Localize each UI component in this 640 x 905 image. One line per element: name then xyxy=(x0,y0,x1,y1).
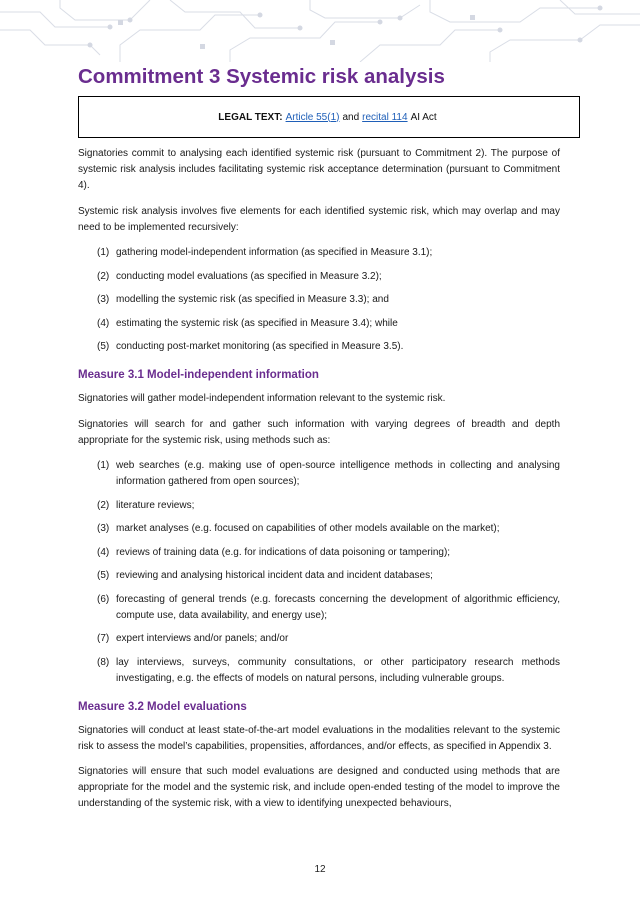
elements-list xyxy=(78,245,560,355)
list-item: (3) modelling the systemic risk (as specified in Measure 3.3); and xyxy=(97,294,389,305)
intro-paragraph-2: Systemic risk analysis involves five elements for each identified systemic risk, which may overlap and may need to be implemented recursively: xyxy=(78,205,560,233)
body-text xyxy=(78,146,560,822)
legal-text-label: LEGAL TEXT: xyxy=(218,111,283,123)
circuit-header-decoration xyxy=(0,0,640,62)
measure-3-1-paragraph-2: Signatories will search for and gather such information with varying degrees of breadth and depth appropriate for the systemic risk, using methods such as: xyxy=(78,418,560,446)
list-item: (1) gathering model-independent information (as specified in Measure 3.1); xyxy=(97,247,433,258)
intro-paragraph-1: Signatories commit to analysing each identified systemic risk (pursuant to Commitment 2). The purpose of systemic risk analysis includes facilitating systemic risk acceptance determination (pursuant to Commitment 4). xyxy=(78,148,560,191)
list-item: (3) market analyses (e.g. focused on capabilities of other models available on the market); xyxy=(97,523,500,534)
page-number: 12 xyxy=(314,864,326,875)
methods-list xyxy=(78,458,560,687)
measure-3-2-heading: Measure 3.2 Model evaluations xyxy=(78,700,247,713)
measure-3-1-heading: Measure 3.1 Model-independent information xyxy=(78,369,319,381)
article-55-link[interactable]: Article 55(1) xyxy=(285,111,340,123)
legal-conjunction: and xyxy=(342,111,360,123)
list-item: (2) conducting model evaluations (as specified in Measure 3.2); xyxy=(97,270,382,282)
recital-114-link[interactable]: recital 114 xyxy=(362,111,408,123)
measure-3-2-paragraph-1: Signatories will conduct at least state-of-the-art model evaluations in the modalities relevant to the systemic risk to assess the model’s capabilities, propensities, affordances, and/or effects, as specified in Appendix 3. xyxy=(78,724,560,752)
legal-text-box xyxy=(78,96,580,138)
list-item: (4) reviews of training data (e.g. for indications of data poisoning or tampering); xyxy=(97,546,451,558)
legal-suffix: AI Act xyxy=(410,111,437,123)
commitment-title: Commitment 3 Systemic risk analysis xyxy=(78,65,445,88)
list-item: (1) web searches (e.g. making use of open-source intelligence methods in collecting and analysing information gathered from open sources); xyxy=(97,460,560,487)
list-item: (7) expert interviews and/or panels; and/or xyxy=(97,633,289,644)
document-page xyxy=(78,64,560,809)
list-item: (6) forecasting of general trends (e.g. forecasts concerning the development of algorithmic efficiency, compute use, data availability, and energy use); xyxy=(97,593,560,621)
measure-3-2-paragraph-2: Signatories will ensure that such model evaluations are designed and conducted using methods that are appropriate for the model and the systemic risk, and include open-ended testing of the model to improve the understanding of the systemic risk, with a view to identifying unexpected behaviours, xyxy=(78,766,560,809)
list-item: (5) reviewing and analysing historical incident data and incident databases; xyxy=(97,570,433,581)
list-item: (5) conducting post-market monitoring (as specified in Measure 3.5). xyxy=(97,341,404,352)
list-item: (4) estimating the systemic risk (as specified in Measure 3.4); while xyxy=(97,317,398,329)
list-item: (2) literature reviews; xyxy=(97,499,195,511)
list-item: (8) lay interviews, surveys, community consultations, or other participatory research methods investigating, e.g. the effects of models on natural persons, including vulnerable groups. xyxy=(97,656,560,684)
measure-3-1-paragraph-1: Signatories will gather model-independent information relevant to the systemic risk. xyxy=(78,393,446,404)
